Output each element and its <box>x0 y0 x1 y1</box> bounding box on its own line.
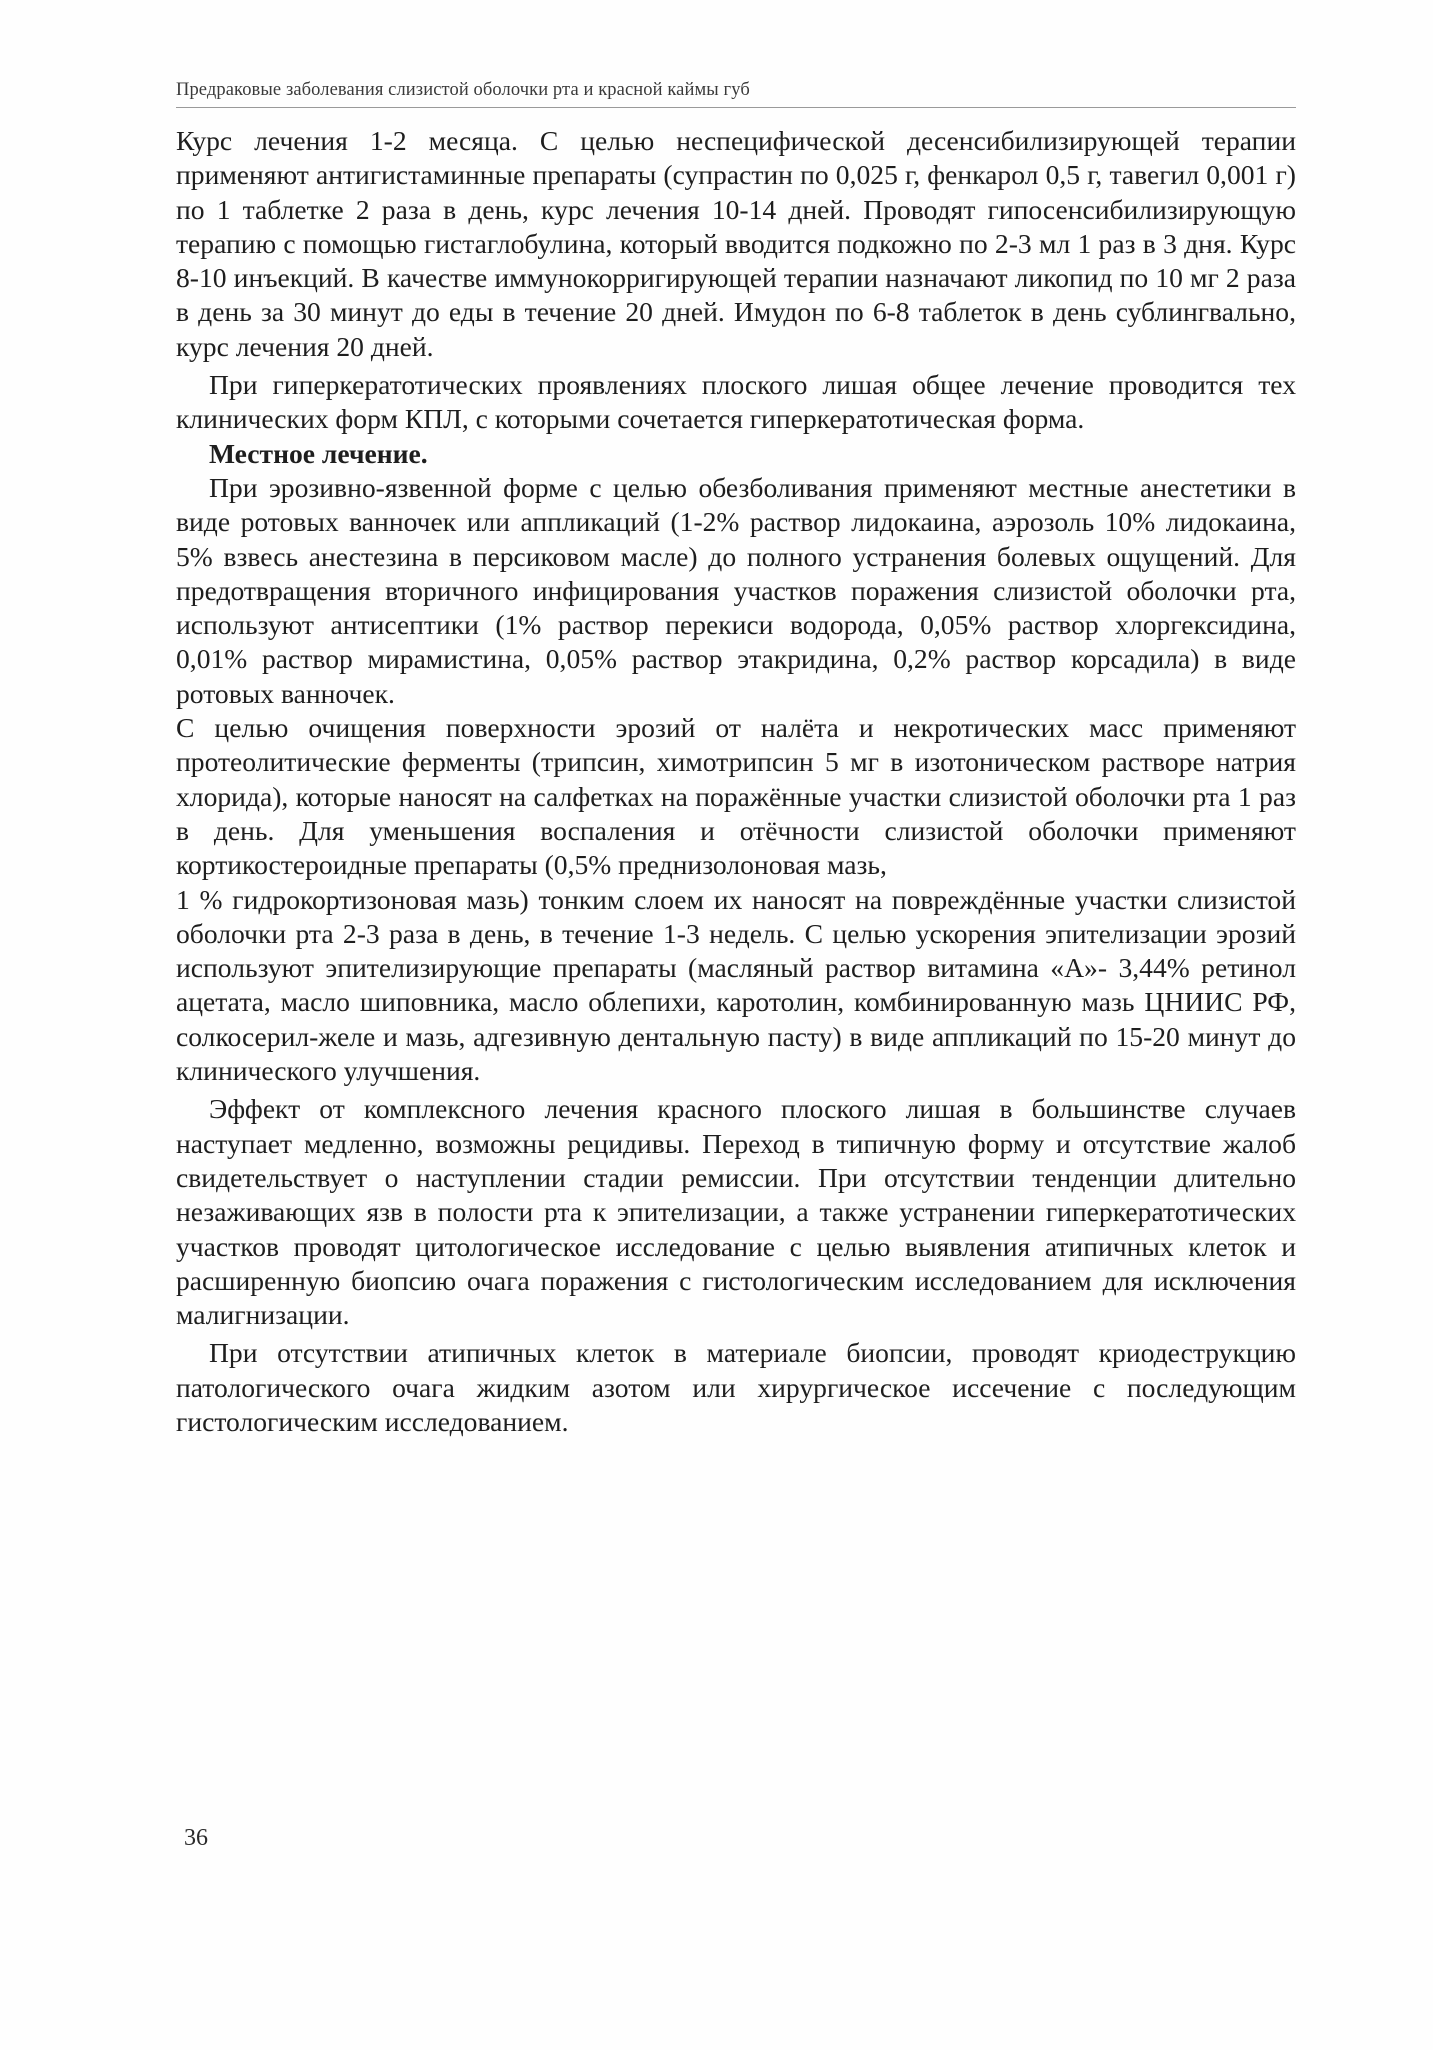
paragraph-hydrocortisone: 1 % гидрокортизоновая мазь) тонким слоем их наносят на повреждённые участки слизистой оболочки рта 2-3 раза в день, в течение 1-3 недель. С целью ускорения эпителизации эрозий используют эпителизирующие препараты (масляный раствор витамина «А»- 3,44% ретинол ацетата, масло шиповника, масло облепихи, каротолин, комбинированную мазь ЦНИИС РФ, солкосерил-желе и мазь, адгезивную дентальную пасту) в виде аппликаций по 15-20 минут до клинического улучшения. <box>176 883 1296 1087</box>
paragraph-course-treatment: Курс лечения 1-2 месяца. С целью неспецифической десенсибилизирующей терапии применяют антигистаминные препараты (супрастин по 0,025 г, фенкарол 0,5 г, тавегил 0,001 г) по 1 таблетке 2 раза в день, курс лечения 10-14 дней. Проводят гипосенсибилизирующую терапию с помощью гистаглобулина, который вводится подкожно по 2-3 мл 1 раз в 3 дня. Курс 8-10 инъекций. В качестве иммунокорригирующей терапии назначают ликопид по 10 мг 2 раза в день за 30 минут до еды в течение 20 дней. Имудон по 6-8 таблеток в день сублингвально, курс лечения 20 дней. <box>176 125 1296 362</box>
paragraph-biopsy: При отсутствии атипичных клеток в материале биопсии, проводят криодеструкцию патологического очага жидким азотом или хирургическое иссечение с последующим гистологическим исследованием. <box>176 1337 1296 1437</box>
header-rule <box>176 107 1296 108</box>
paragraph-cleansing-erosions: С целью очищения поверхности эрозий от налёта и некротических масс применяют протеолитические ферменты (трипсин, химотрипсин 5 мг в изотоническом растворе натрия хлорида), которые наносят на салфетках на поражённые участки слизистой оболочки рта 1 раз в день. Для уменьшения воспаления и отёчности слизистой оболочки применяют кортикостероидные препараты (0,5% преднизолоновая мазь, <box>176 712 1296 881</box>
paragraph-erosive-form: При эрозивно-язвенной форме с целью обезболивания применяют местные анестетики в виде ротовых ванночек или аппликаций (1-2% раствор лидокаина, аэрозоль 10% лидокаина, 5% взвесь анестезина в персиковом масле) до полного устранения болевых ощущений. Для предотвращения вторичного инфицирования участков поражения слизистой оболочки рта, используют антисептики (1% раствор перекиси водорода, 0,05% раствор хлоргексидина, 0,01% раствор мирамистина, 0,05% раствор этакридина, 0,2% раствор корсадила) в виде ротовых ванночек. <box>176 471 1296 709</box>
paragraph-treatment-effect: Эффект от комплексного лечения красного плоского лишая в большинстве случаев наступает медленно, возможны рецидивы. Переход в типичную форму и отсутствие жалоб свидетельствует о наступлении стадии ремиссии. При отсутствии тенденции длительно незаживающих язв в полости рта к эпителизации, а также устранении гиперкератотических участков проводят цитологическое исследование с целью выявления атипичных клеток и расширенную биопсию очага поражения с гистологическим исследованием для исключения малигнизации. <box>176 1093 1296 1331</box>
body-text <box>176 124 1296 1439</box>
heading-local-treatment: Местное лечение. <box>209 437 428 469</box>
running-header <box>176 80 1296 110</box>
paragraph-hyperkeratotic: При гиперкератотических проявлениях плоского лишая общее лечение проводится тех клинических форм КПЛ, с которыми сочетается гиперкератотическая форма. <box>176 369 1296 435</box>
running-title: Предраковые заболевания слизистой оболочки рта и красной каймы губ <box>176 80 750 100</box>
page-number: 36 <box>184 1825 208 1851</box>
